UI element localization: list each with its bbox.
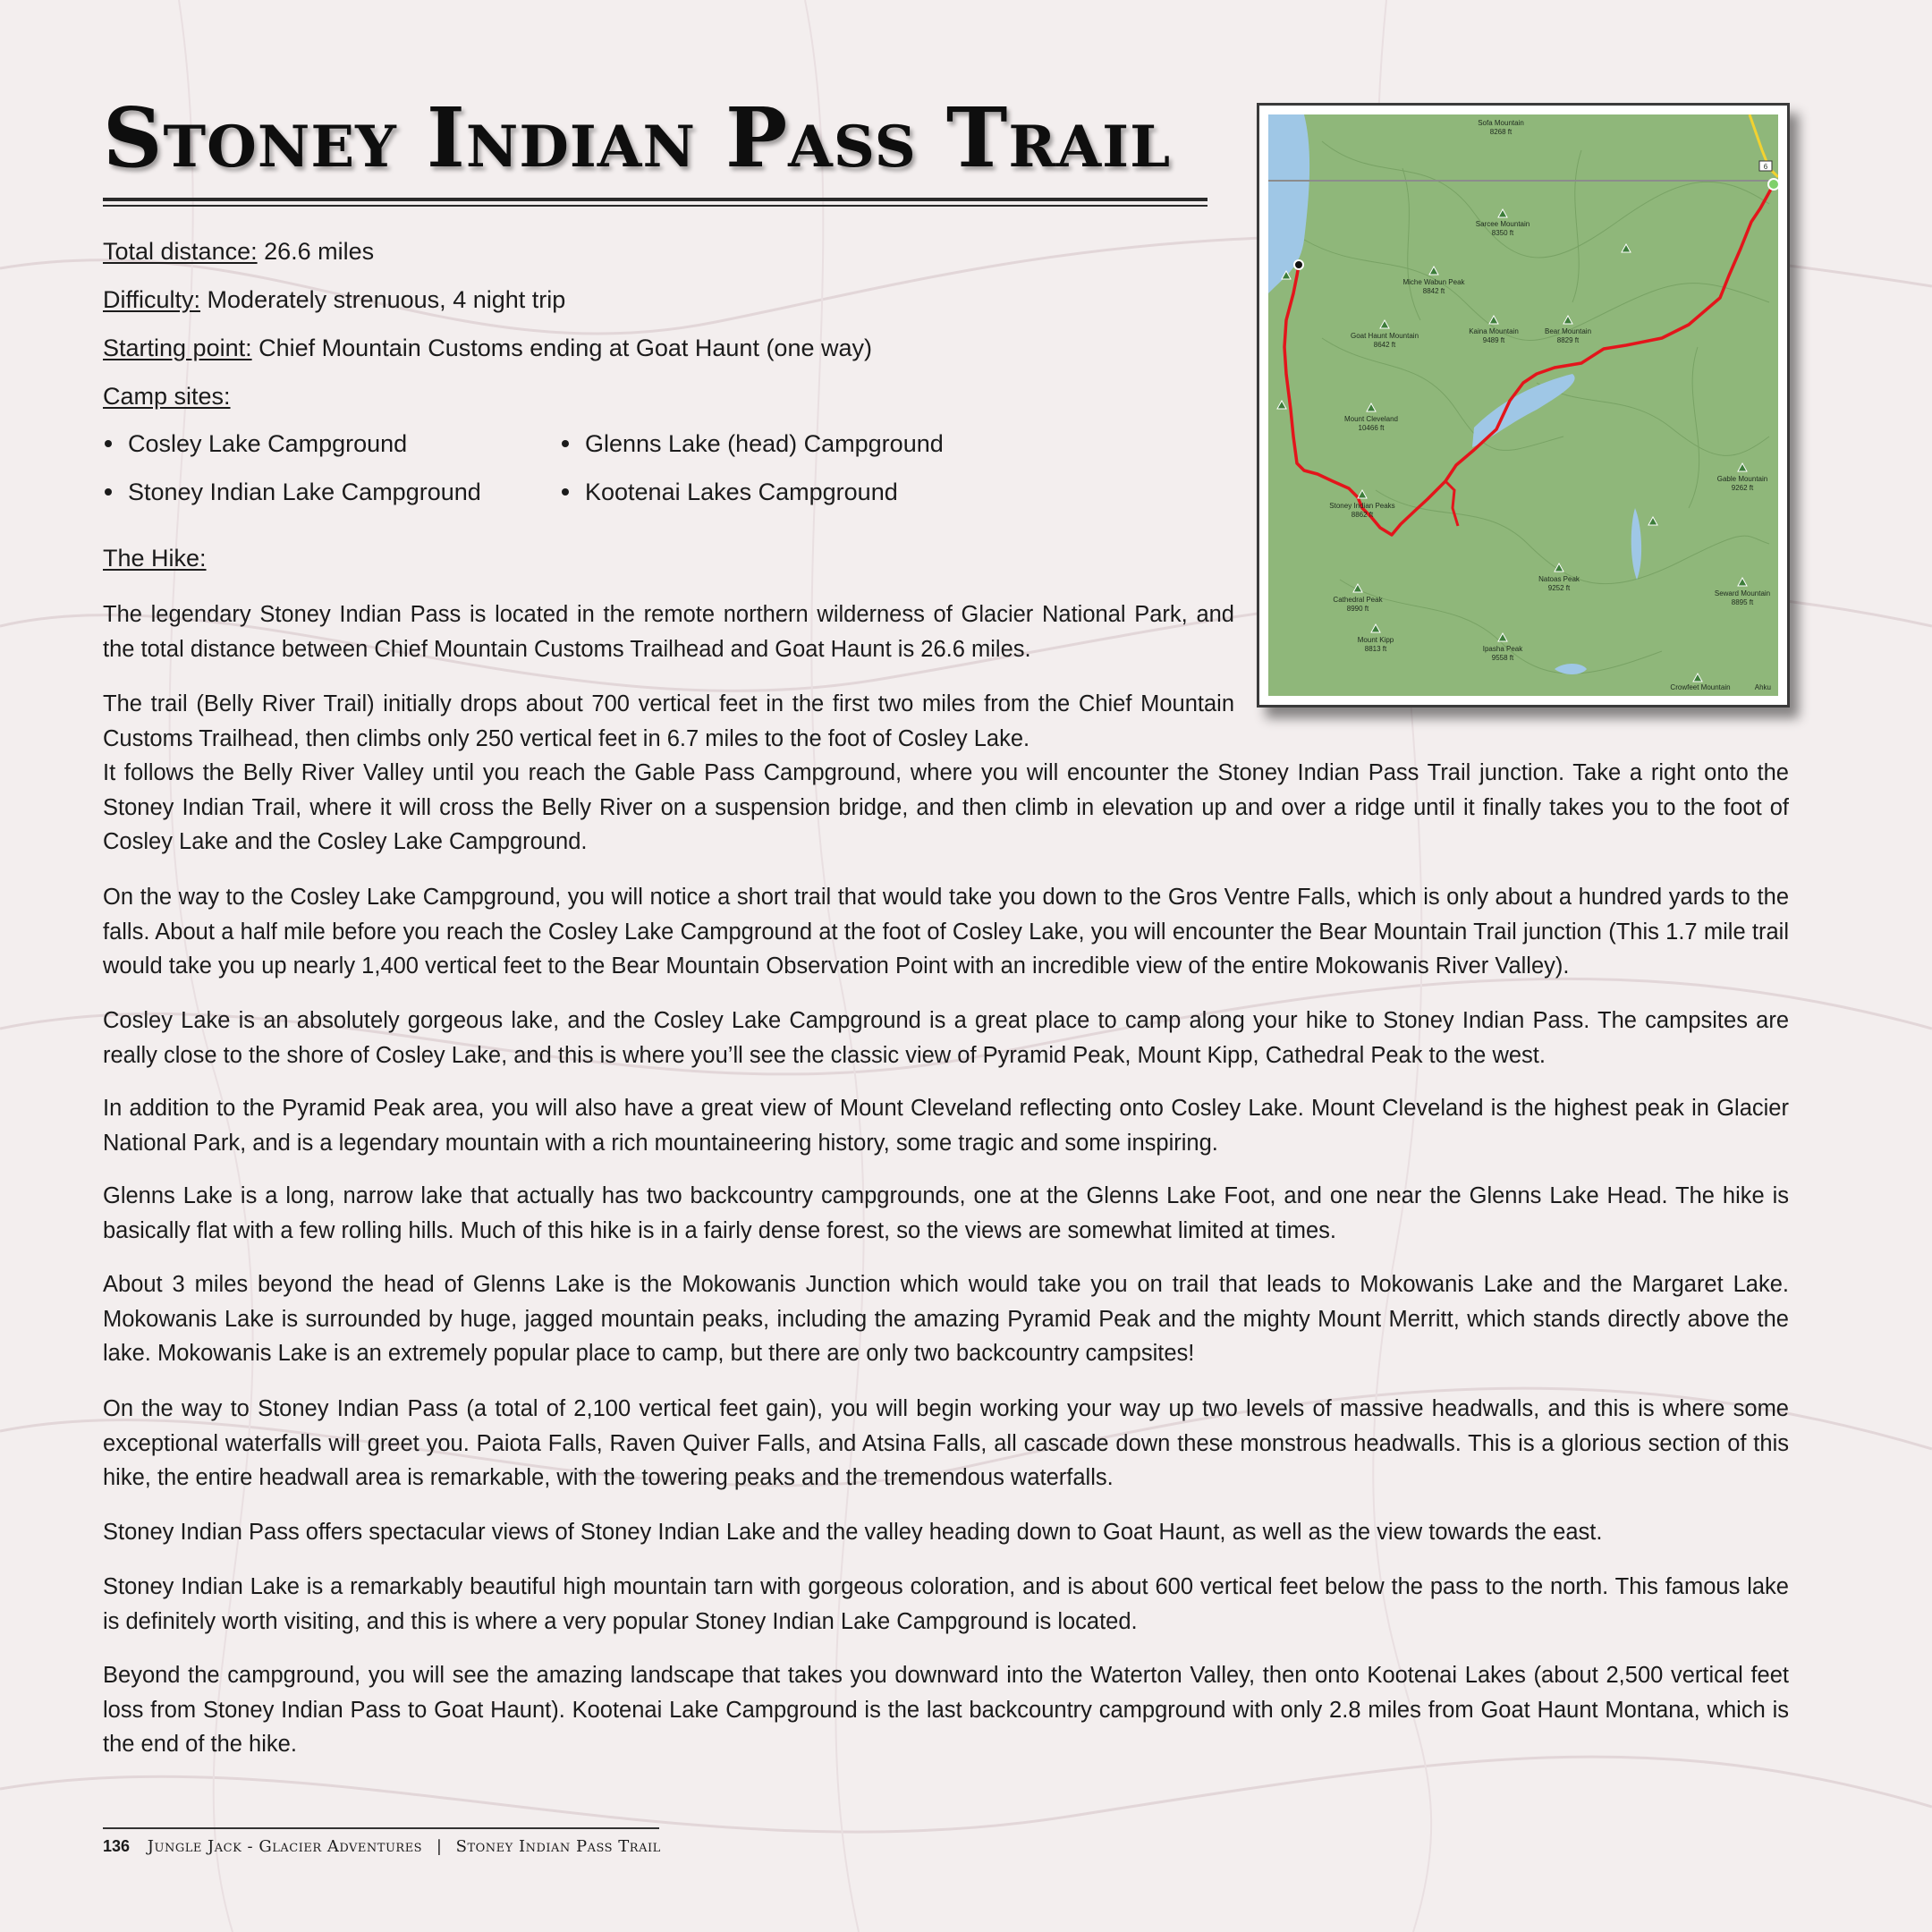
svg-text:Bear Mountain: Bear Mountain — [1544, 327, 1592, 335]
svg-text:10466 ft: 10466 ft — [1358, 424, 1385, 432]
svg-text:Mount Cleveland: Mount Cleveland — [1343, 415, 1399, 423]
svg-text:Miche Wabun Peak: Miche Wabun Peak — [1402, 278, 1465, 286]
hike-heading: The Hike: — [103, 545, 207, 572]
trail-map-graphic — [1268, 114, 1778, 696]
svg-text:8350 ft: 8350 ft — [1491, 229, 1514, 237]
peak-label — [1670, 683, 1730, 691]
page-number: 136 — [103, 1837, 131, 1855]
bullet-icon — [105, 440, 112, 447]
svg-text:Cathedral Peak: Cathedral Peak — [1333, 596, 1383, 604]
svg-text:Gable Mountain: Gable Mountain — [1716, 475, 1768, 483]
total-distance — [103, 236, 374, 267]
svg-text:8642 ft: 8642 ft — [1373, 341, 1396, 349]
camp-item — [562, 428, 944, 459]
camp-item-label: Kootenai Lakes Campground — [585, 479, 898, 505]
svg-text:Stoney Indian Peaks: Stoney Indian Peaks — [1329, 502, 1395, 510]
hike-paragraph: About 3 miles beyond the head of Glenns Lake is the Mokowanis Junction which would take you on trail that leads to Mokowanis Lake and the Margaret Lake. Mokowanis Lake is surrounded by huge, jagged mountain peaks, including the amazing Pyramid Peak and the mighty Mount Merritt, which stands directly above the lake. Mokowanis Lake is an extremely popular place to camp, but there are only two backcountry campsites! — [103, 1272, 1789, 1366]
svg-text:8813 ft: 8813 ft — [1364, 645, 1387, 653]
hike-paragraph: Glenns Lake is a long, narrow lake that actually has two backcountry campgrounds, one at the Glenns Lake Foot, and one near the Glenns Lake Head. The hike is basically flat with a few rolling hills. Much of this hike is in a fairly dense forest, so the views are somewhat limited at times. — [103, 1183, 1789, 1243]
starting-point-value: Chief Mountain Customs ending at Goat Haunt (one way) — [258, 335, 872, 361]
hike-paragraph: On the way to the Cosley Lake Campground, you will notice a short trail that would take you down to the Gros Ventre Falls, which is only about a hundred yards to the falls. About a half mile before you reach the Cosley Lake Campground at the foot of Cosley Lake, you will encounter the Bear Mountain Trail junction (This 1.7 mile trail would take you up nearly 1,400 vertical feet to the Bear Mountain Observation Point with an incredible view of the entire Mokowanis River Valley). — [103, 885, 1789, 979]
page-footer — [103, 1837, 661, 1856]
hike-paragraph: Cosley Lake is an absolutely gorgeous lake, and the Cosley Lake Campground is a great place to camp along your hike to Stoney Indian Pass. The campsites are really close to the shore of Cosley Lake, and this is where you’ll see the classic view of Pyramid Peak, Mount Kipp, Cathedral Peak to the west. — [103, 1008, 1789, 1068]
footer-separator: | — [436, 1837, 442, 1856]
svg-text:Mount Kipp: Mount Kipp — [1357, 636, 1394, 644]
svg-text:Crowfeet Mountain: Crowfeet Mountain — [1670, 683, 1731, 691]
total-distance-value: 26.6 miles — [264, 238, 375, 265]
bullet-icon — [105, 488, 112, 496]
bullet-icon — [562, 488, 569, 496]
hike-paragraph: The trail (Belly River Trail) initially drops about 700 vertical feet in the first two miles from the Chief Mountain Customs Trailhead, then climbs only 250 vertical feet in 6.7 miles to the foot of Cosley Lake. — [103, 691, 1234, 751]
peak-label — [1755, 683, 1771, 691]
svg-text:8862 ft: 8862 ft — [1351, 511, 1374, 519]
starting-point-label: Starting point: — [103, 335, 252, 361]
book-title: Jungle Jack - Glacier Adventures — [147, 1837, 423, 1856]
svg-text:Natoas Peak: Natoas Peak — [1538, 575, 1580, 583]
title-rule-thin — [103, 205, 1208, 207]
hike-paragraph: Beyond the campground, you will see the amazing landscape that takes you downward into the Waterton Valley, then onto Kootenai Lakes (about 2,500 vertical feet loss from Stoney Indian Pass to Goat Haunt). Kootenai Lake Campground is the last backcountry campground with only 2.8 miles from Goat Haunt Montana, which is the end of the hike. — [103, 1663, 1789, 1757]
svg-text:Kaina Mountain: Kaina Mountain — [1469, 327, 1519, 335]
road-shield-label: 6 — [1763, 163, 1768, 171]
hike-paragraph: In addition to the Pyramid Peak area, you will also have a great view of Mount Cleveland reflecting onto Cosley Lake. Mount Cleveland is the highest peak in Glacier National Park, and is a legendary mountain with a rich mountaineering history, some tragic and some inspiring. — [103, 1096, 1789, 1156]
camp-item-label: Cosley Lake Campground — [128, 430, 408, 457]
camp-sites — [103, 381, 231, 411]
difficulty-value: Moderately strenuous, 4 night trip — [207, 286, 566, 313]
camp-item — [562, 477, 898, 507]
camp-item — [105, 477, 481, 507]
hike-paragraph: It follows the Belly River Valley until you reach the Gable Pass Campground, where you will encounter the Stoney Indian Pass Trail junction. Take a right onto the Stoney Indian Trail, where it will cross the Belly River on a suspension bridge, and then climb in elevation up and over a ridge until it finally takes you to the foot of Cosley Lake and the Cosley Lake Campground. — [103, 760, 1789, 854]
svg-text:Goat Haunt Mountain: Goat Haunt Mountain — [1350, 332, 1419, 340]
hike-paragraph: On the way to Stoney Indian Pass (a total of 2,100 vertical feet gain), you will begin working your way up two levels of massive headwalls, and this is where some exceptional waterfalls will greet you. Paiota Falls, Raven Quiver Falls, and Atsina Falls, all cascade down these monstrous headwalls. This is a glorious section of this hike, the entire headwall area is remarkable, with the towering peaks and the tremendous waterfalls. — [103, 1396, 1789, 1490]
footer-rule — [103, 1827, 659, 1829]
svg-text:8990 ft: 8990 ft — [1346, 605, 1369, 613]
difficulty — [103, 284, 565, 315]
camp-item — [105, 428, 407, 459]
hike-paragraph: Stoney Indian Lake is a remarkably beautiful high mountain tarn with gorgeous coloration, and is about 600 vertical feet below the pass to the north. This famous lake is definitely worth visiting, and this is where a very popular Stoney Indian Lake Campground is located. — [103, 1574, 1789, 1634]
camp-item-label: Glenns Lake (head) Campground — [585, 430, 944, 457]
start-marker-icon — [1768, 179, 1778, 190]
svg-text:8268 ft: 8268 ft — [1489, 128, 1513, 136]
svg-text:9262 ft: 9262 ft — [1731, 484, 1754, 492]
hike-paragraph: The legendary Stoney Indian Pass is located in the remote northern wilderness of Glacier National Park, and the total distance between Chief Mountain Customs Trailhead and Goat Haunt is 26.6 miles. — [103, 602, 1234, 662]
svg-text:8829 ft: 8829 ft — [1556, 336, 1580, 344]
svg-text:8895 ft: 8895 ft — [1731, 598, 1754, 606]
svg-text:Sarcee Mountain: Sarcee Mountain — [1475, 220, 1530, 228]
total-distance-label: Total distance: — [103, 238, 258, 265]
svg-text:9558 ft: 9558 ft — [1491, 654, 1514, 662]
camp-item-label: Stoney Indian Lake Campground — [128, 479, 481, 505]
chapter-title: Stoney Indian Pass Trail — [455, 1837, 661, 1856]
hike-paragraph: Stoney Indian Pass offers spectacular views of Stoney Indian Lake and the valley heading down to Goat Haunt, as well as the view towards the east. — [103, 1520, 1603, 1545]
title-rule — [103, 198, 1208, 201]
end-marker-icon — [1294, 260, 1303, 269]
svg-text:Sofa Mountain: Sofa Mountain — [1478, 119, 1524, 127]
difficulty-label: Difficulty: — [103, 286, 201, 313]
bullet-icon — [562, 440, 569, 447]
svg-text:9252 ft: 9252 ft — [1547, 584, 1571, 592]
camp-sites-label: Camp sites: — [103, 383, 231, 410]
svg-text:Ipasha Peak: Ipasha Peak — [1482, 645, 1523, 653]
svg-text:Ahku: Ahku — [1754, 683, 1771, 691]
svg-text:Seward Mountain: Seward Mountain — [1714, 589, 1771, 597]
svg-text:8842 ft: 8842 ft — [1422, 287, 1445, 295]
trail-map — [1257, 103, 1790, 708]
starting-point — [103, 333, 872, 363]
svg-text:9489 ft: 9489 ft — [1482, 336, 1505, 344]
page-title: Stoney Indian Pass Trail — [103, 89, 1172, 186]
